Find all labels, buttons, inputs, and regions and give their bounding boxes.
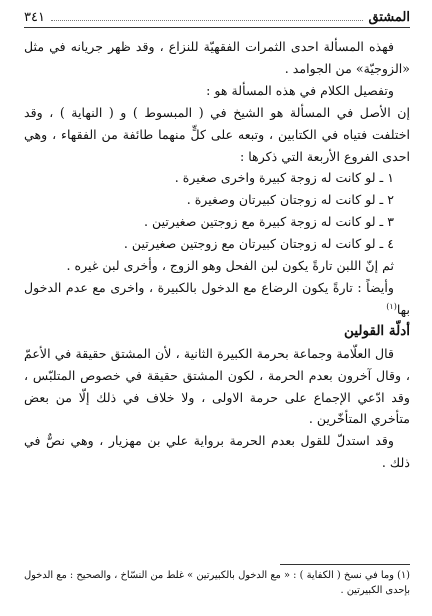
list-item: ٤ ـ لو كانت له زوجتان كبيرتان مع زوجتين صغيرتين . [123,236,394,252]
section-heading: أدلّة القولين [344,322,410,339]
branches-list [24,167,410,255]
list-item: ١ ـ لو كانت له زوجة كبيرة واخرى صغيرة . [174,170,394,186]
paragraph-allama: قال العلّامة وجماعة بحرمة الكبيرة الثانية ، لأن المشتق حقيقة في الأعمّ ، وقال آخرون بعدم الحرمة ، لكون المشتق حقيقة في خصوص المتلبّس ، وقد ادّعي الإجماع على حرمة الاولى ، ولا خلاف في ذلك إلّا من بعض متأخري المتأخّرين . [24,345,410,427]
list-item: ٣ ـ لو كانت له زوجة كبيرة مع زوجتين صغيرتين . [144,214,394,230]
paragraph-detail-lead: وتفصيل الكلام في هذه المسألة هو : [206,82,394,98]
header-leader-dots [51,20,363,21]
footnote-separator [280,564,410,565]
paragraph-riwaya: وقد استدلّ للقول بعدم الحرمة برواية علي بن مهزيار ، وهي نصٌّ في ذلك . [24,433,410,471]
paragraph-origin: إن الأصل في المسألة هو الشيخ في ( المبسوط ) و ( النهاية ) ، وقد اختلفت فتياه في الكتابين ، وتبعه على كلٍّ منهما طائفة من الفقهاء ، وهي احدى الفروع الأربعة التي ذكرها : [24,104,410,164]
footnote: (١) وما في نسخ ( الكفاية ) : « مع الدخول بالكبيرتين » غلط من النسّاخ ، والصحيح : مع الدخول بإحدى الكبيرتين . [24,570,410,596]
page-number: ٣٤١ [24,10,45,25]
footnote-reference: (١) [386,301,397,311]
main-text [24,36,410,474]
paragraph-intro: فهذه المسألة احدى الثمرات الفقهيّة للنزاع ، وقد ظهر جريانه في مثل «الزوجيّة» من الجوامد . [24,39,410,76]
running-header [24,10,410,28]
paragraph-consummation [24,277,410,321]
paragraph-consummation-text: وأيضاً : تارةً يكون الرضاع مع الدخول بالكبيرة ، واخرى مع عدم الدخول بها [24,279,410,317]
chapter-title: المشتق [368,10,410,25]
list-item: ٢ ـ لو كانت له زوجتان كبيرتان وصغيرة . [186,192,394,208]
paragraph-milk: ثم إنّ اللبن تارةً يكون لبن الفحل وهو الزوج ، وأخرى لبن غيره . [66,258,394,274]
